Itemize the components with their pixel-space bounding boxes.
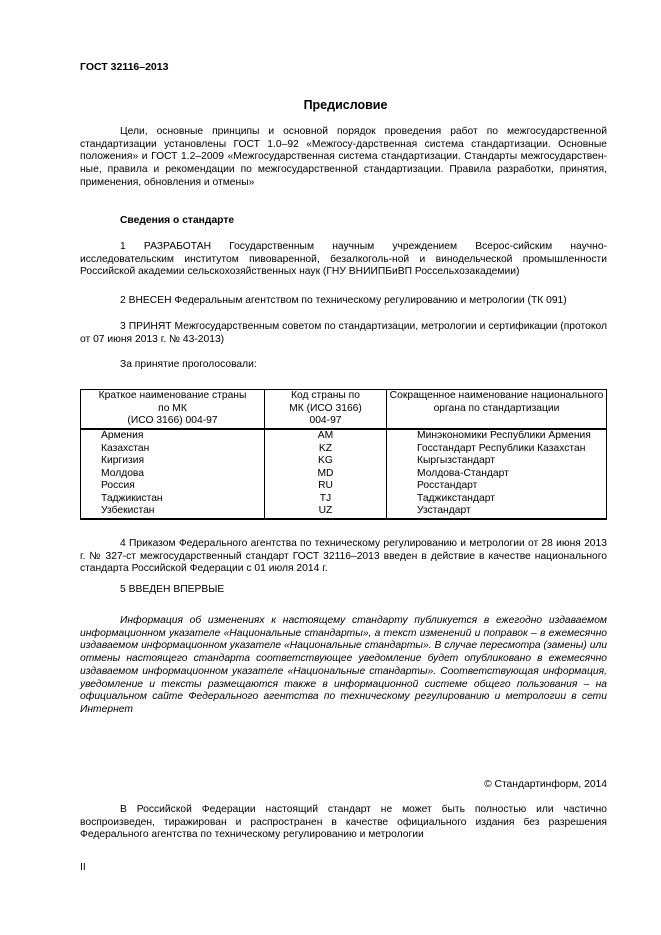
item-1 bbox=[80, 241, 607, 279]
body-cell: Росстандарт bbox=[387, 480, 607, 493]
table-row bbox=[81, 455, 607, 468]
intro-paragraph bbox=[80, 126, 607, 190]
info-notice bbox=[80, 615, 607, 717]
table-row bbox=[81, 429, 607, 443]
code-cell: AM bbox=[265, 429, 387, 443]
reproduction-notice-text: В Российской Федерации настоящий стандарт не может быть полностью или частично воспроизведен, тиражирован и распространен в качестве официального издания без разрешения Федерального агентства по техническому регулированию и метрологии bbox=[80, 804, 607, 841]
item-3-text: 3 ПРИНЯТ Межгосударственным советом по стандартизации, метрологии и сертификации (протокол от 07 июня 2013 г. № 43-2013) bbox=[80, 321, 607, 345]
body-cell: Минэкономики Республики Армения bbox=[387, 429, 607, 443]
table-row bbox=[81, 505, 607, 519]
header-code bbox=[265, 390, 387, 430]
country-cell: Армения bbox=[81, 429, 265, 443]
voting-countries-table bbox=[80, 389, 607, 520]
item-5 bbox=[80, 584, 607, 597]
body-cell: Молдова-Стандарт bbox=[387, 468, 607, 481]
code-cell: TJ bbox=[265, 493, 387, 506]
body-cell: Узстандарт bbox=[387, 505, 607, 519]
item-4-text: 4 Приказом Федерального агентства по техническому регулированию и метрологии от 28 июня 2013 г. № 327-ст межгосударственный стандарт ГОСТ 32116–2013 введен в действие в качестве национального стандарта Российской Федерации с 01 июля 2014 г. bbox=[80, 538, 607, 575]
table-row bbox=[81, 493, 607, 506]
copyright: © Стандартинформ, 2014 bbox=[484, 779, 607, 790]
country-cell: Россия bbox=[81, 480, 265, 493]
code-cell: KG bbox=[265, 455, 387, 468]
country-cell: Киргизия bbox=[81, 455, 265, 468]
header-country-line: по МК bbox=[158, 402, 187, 414]
country-cell: Молдова bbox=[81, 468, 265, 481]
code-cell: KZ bbox=[265, 443, 387, 456]
item-4 bbox=[80, 538, 607, 576]
table-header-row bbox=[81, 390, 607, 430]
code-cell: RU bbox=[265, 480, 387, 493]
code-cell: UZ bbox=[265, 505, 387, 519]
header-code-line: Код страны по bbox=[291, 390, 360, 401]
header-country-line: (ИСО 3166) 004-97 bbox=[127, 415, 218, 426]
country-cell: Таджикистан bbox=[81, 493, 265, 506]
header-country-line: Краткое наименование страны bbox=[98, 390, 247, 401]
voted-label-text: За принятие проголосовали: bbox=[120, 359, 257, 370]
header-body-line: органа по стандартизации bbox=[433, 402, 560, 414]
intro-text: Цели, основные принципы и основной порядок проведения работ по межгосударственной стандартизации установлены ГОСТ 1.0–92 «Межгосу-дарственная система стандартизации. Основные положения» и ГОСТ 1.2–2009 «Межгосударственная система стандартизации. Стандарты межгосударствен-ные, правила и рекомендации по межгосударственной стандартизации. Правила разработки, принятия, применения, обновления и отмены» bbox=[80, 126, 607, 188]
body-cell: Таджикстандарт bbox=[387, 493, 607, 506]
header-code-line: 004-97 bbox=[309, 415, 342, 426]
page-number: II bbox=[80, 862, 86, 873]
header-code-line: МК (ИСО 3166) bbox=[289, 402, 362, 414]
item-1-text: 1 РАЗРАБОТАН Государственным научным учреждением Всерос-сийским научно-исследовательским институтом пивоваренной, безалкоголь-ной и винодельческой промышленности Российской академии сельскохозяйственных наук (ГНУ ВНИИПБиВП Россельхозакадемии) bbox=[80, 241, 607, 278]
section-heading-text: Сведения о стандарте bbox=[120, 215, 235, 226]
voted-label bbox=[80, 359, 607, 372]
item-5-text: 5 ВВЕДЕН ВПЕРВЫЕ bbox=[120, 584, 225, 595]
table-row bbox=[81, 443, 607, 456]
document-code: ГОСТ 32116–2013 bbox=[80, 61, 169, 73]
table-row bbox=[81, 480, 607, 493]
item-2 bbox=[80, 295, 607, 308]
item-3 bbox=[80, 321, 607, 346]
country-cell: Казахстан bbox=[81, 443, 265, 456]
header-national-body bbox=[387, 390, 607, 430]
country-cell: Узбекистан bbox=[81, 505, 265, 519]
header-body-line: Сокращенное наименование национального bbox=[389, 390, 604, 401]
page-title: Предисловие bbox=[303, 98, 388, 112]
body-cell: Кыргызстандарт bbox=[387, 455, 607, 468]
item-2-text: 2 ВНЕСЕН Федеральным агентством по техническому регулированию и метрологии (ТК 091) bbox=[120, 295, 567, 306]
code-cell: MD bbox=[265, 468, 387, 481]
header-country bbox=[81, 390, 265, 430]
section-heading bbox=[80, 215, 607, 228]
table-row bbox=[81, 468, 607, 481]
reproduction-notice bbox=[80, 804, 607, 842]
info-notice-text: Информация об изменениях к настоящему стандарту публикуется в ежегодно издаваемом информационном указателе «Национальные стандарты», а текст изменений и поправок – в ежемесячно издаваемом информационном указателе «Национальные стандарты». В случае пересмотра (замены) или отмены настоящего стандарта соответствующее уведомление будет опубликовано в ежемесячно издаваемом информационном указателе «Национальные стандарты». Соответствующая информация, уведомление и тексты размещаются также в информационной системе общего пользования – на официальном сайте Федерального агентства по техническому регулированию и метрологии в сети Интернет bbox=[80, 615, 607, 715]
body-cell: Госстандарт Республики Казахстан bbox=[387, 443, 607, 456]
